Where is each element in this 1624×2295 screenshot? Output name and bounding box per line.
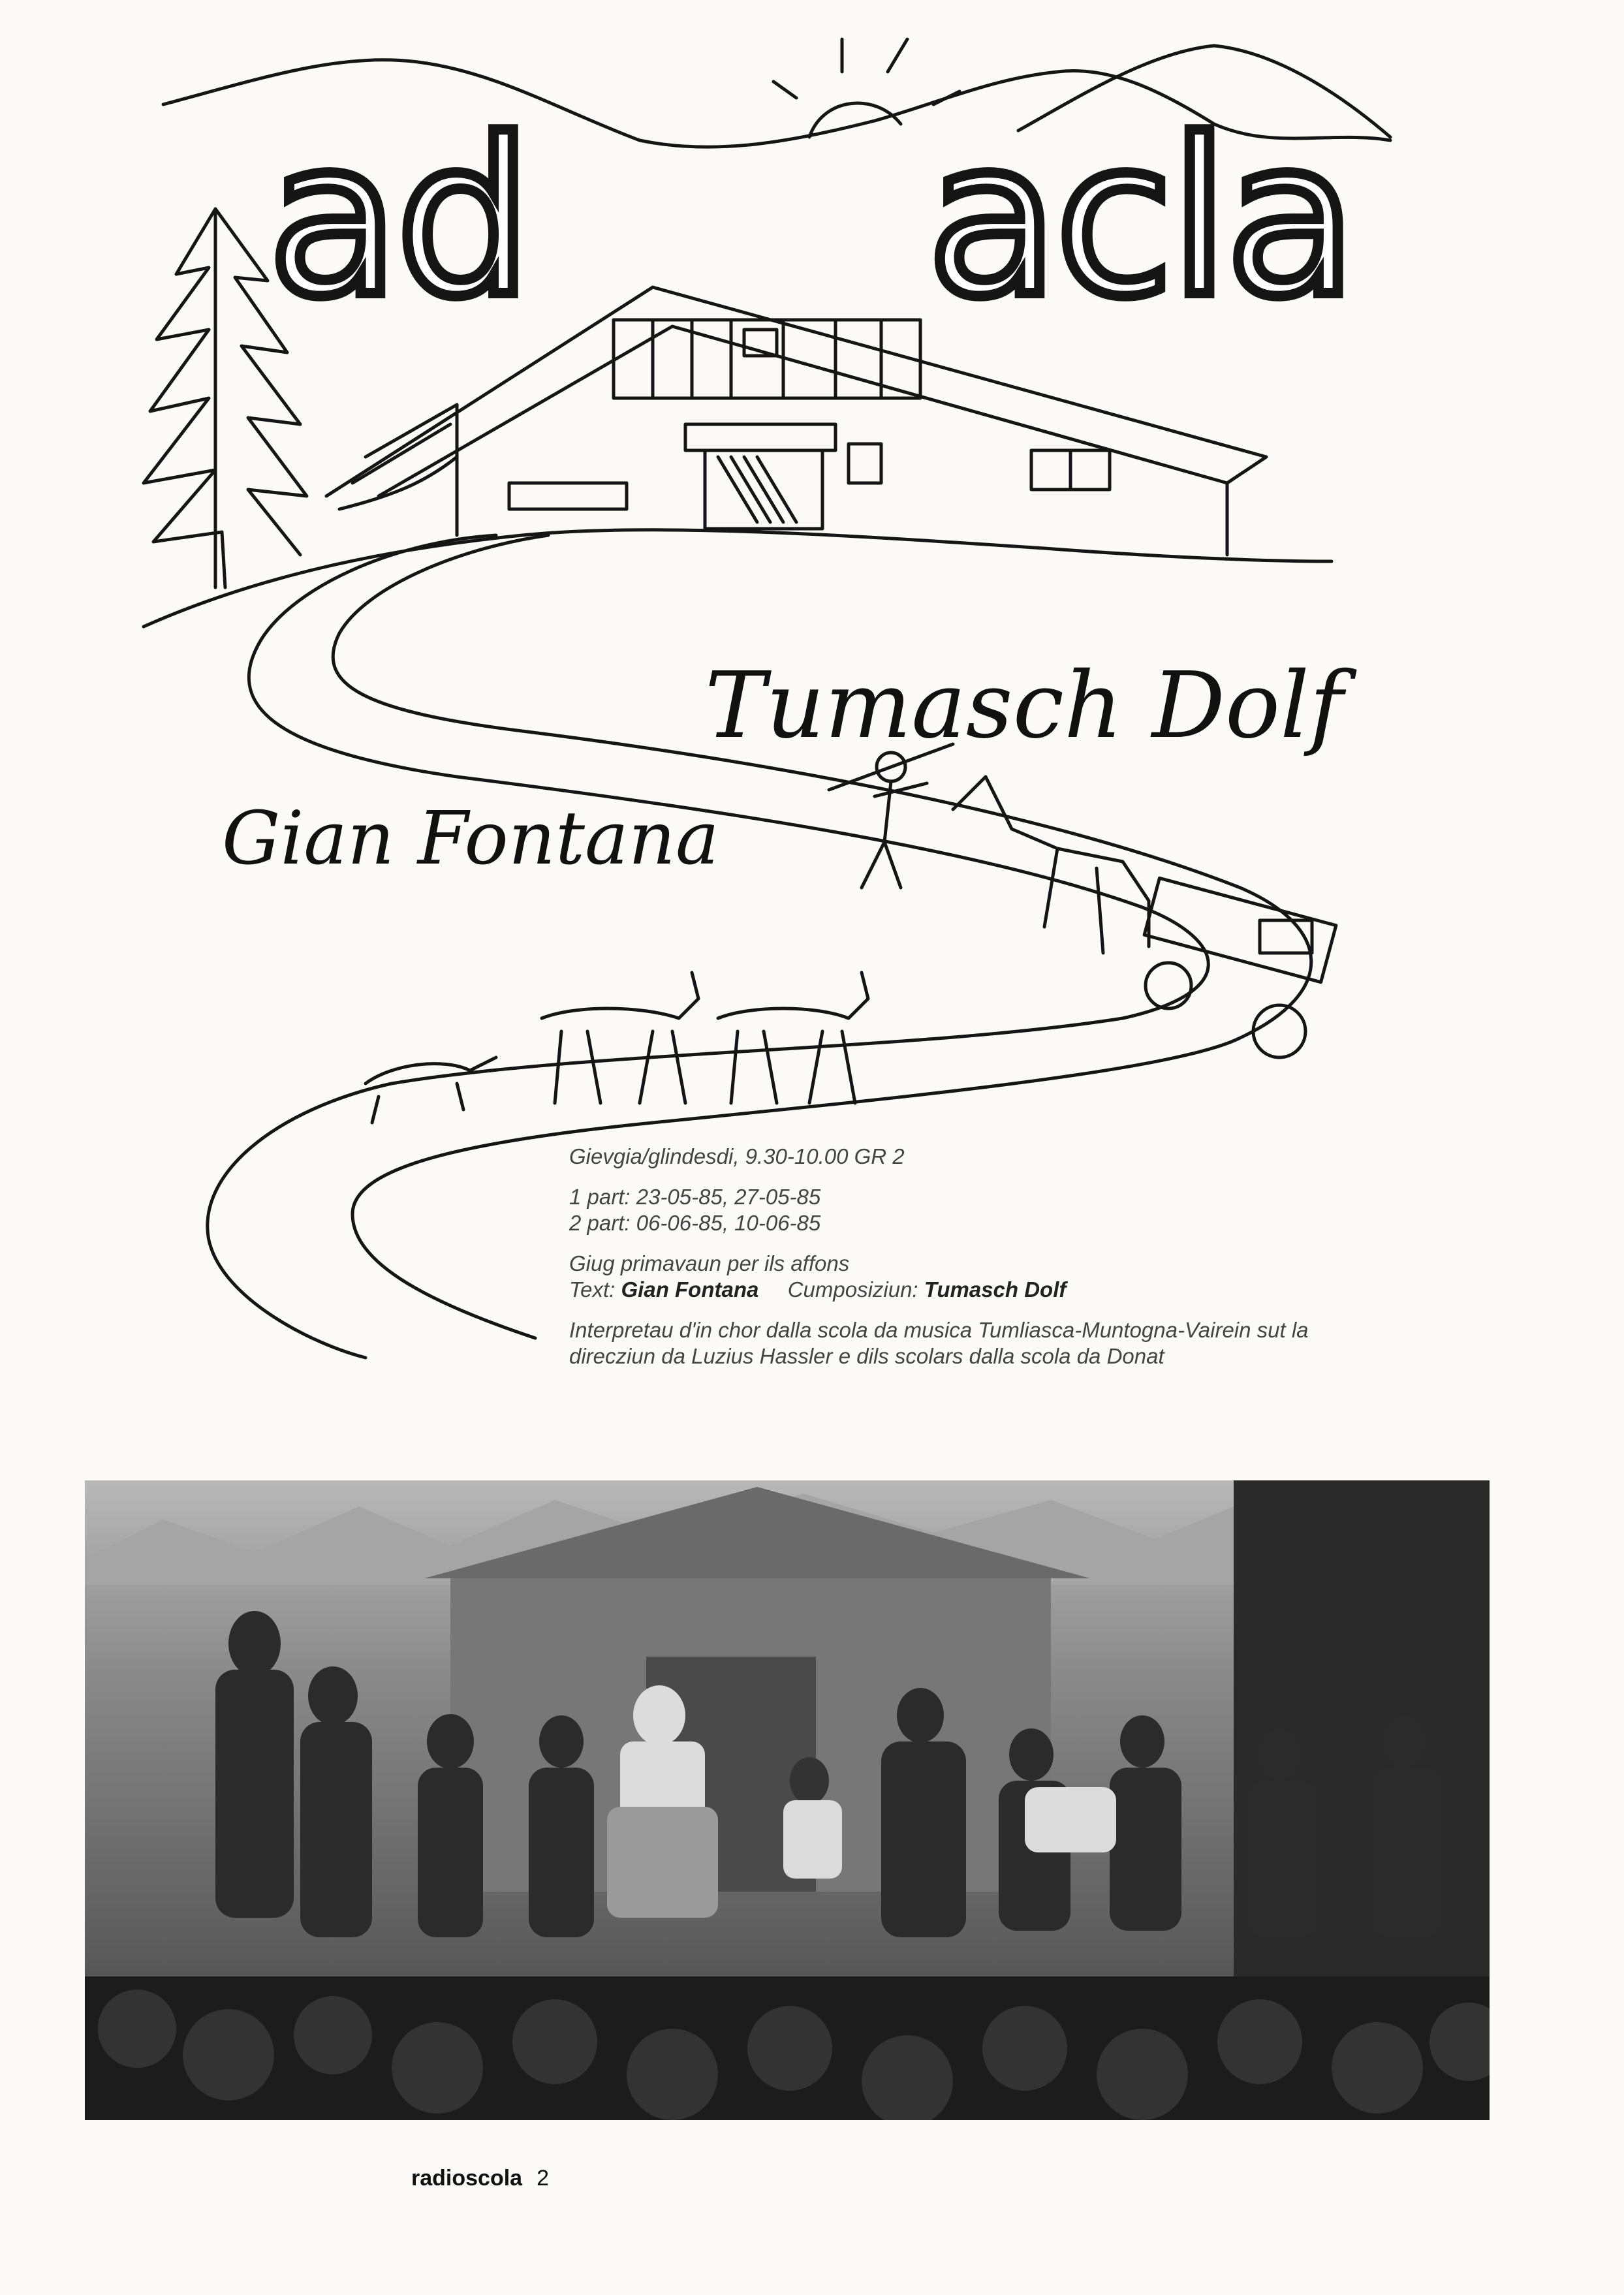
part1-dates: 1 part: 23-05-85, 27-05-85 [569, 1185, 821, 1209]
page-number: 2 [537, 2166, 549, 2191]
info-block [569, 1144, 1309, 1369]
interpretation-line1: Interpretau d'in chor dalla scola da musica Tumliasca-Muntogna-Vairein sut la [569, 1318, 1309, 1342]
hill-line [144, 530, 1332, 627]
broadcast-time: Gievgia/glindesdi, 9.30-10.00 GR 2 [569, 1144, 905, 1168]
footer [411, 2166, 549, 2191]
credits-line [569, 1277, 1309, 1303]
stage-photo [85, 1480, 1490, 2120]
part2-dates: 2 part: 06-06-85, 10-06-85 [569, 1211, 821, 1235]
genre: Giug primavaun per ils affons [569, 1251, 850, 1275]
composition-label: Cumposiziun: [787, 1277, 918, 1302]
text-author: Gian Fontana [621, 1277, 759, 1302]
title-ad: ad [268, 93, 529, 344]
publication-name: radioscola [411, 2166, 523, 2191]
author-name: Gian Fontana [222, 796, 719, 881]
composition-author: Tumasch Dolf [924, 1277, 1067, 1302]
walker-figure [829, 744, 953, 888]
title-acla: acla [927, 93, 1354, 344]
composer-name: Tumasch Dolf [705, 653, 1343, 759]
text-label: Text: [569, 1277, 616, 1302]
interpretation-line2: direcziun da Luzius Hassler e dils scolars dalla scola da Donat [569, 1344, 1164, 1368]
